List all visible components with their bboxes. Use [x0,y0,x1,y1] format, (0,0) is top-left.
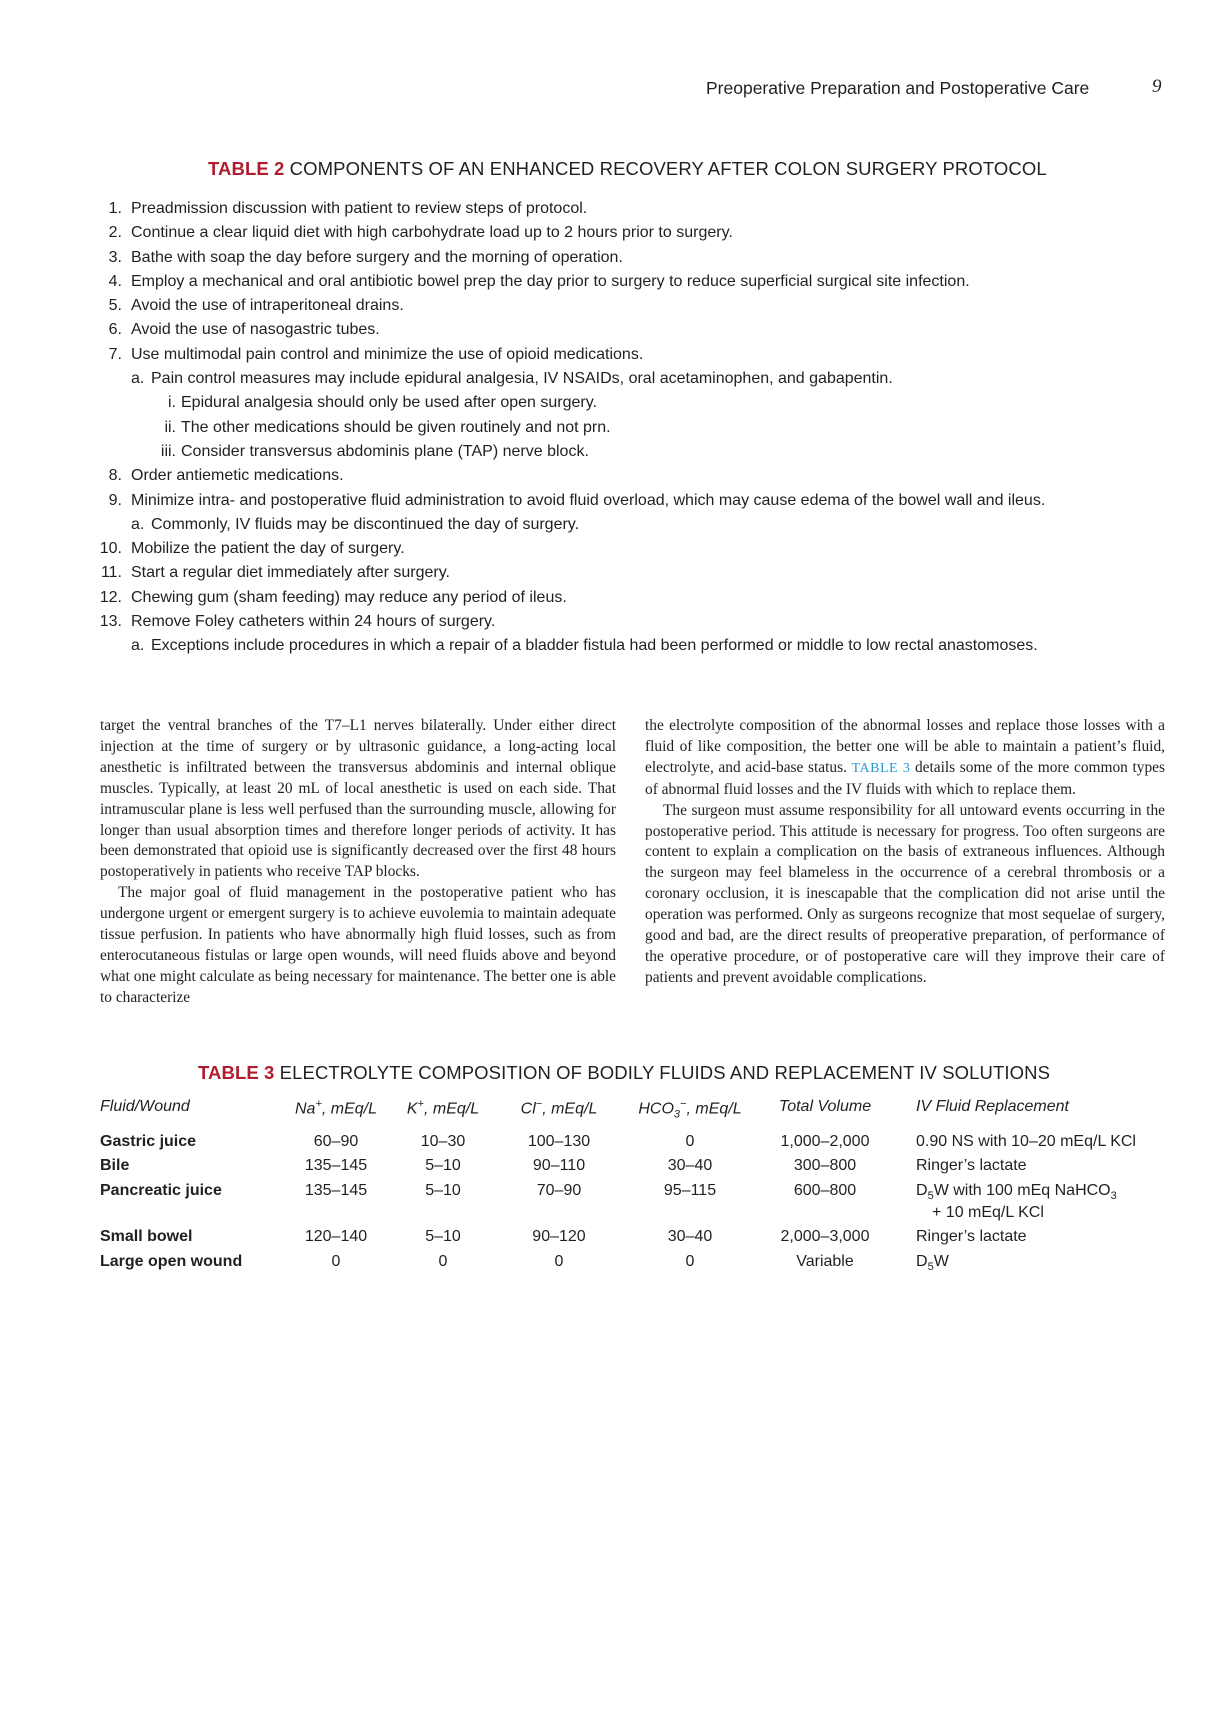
list-item: 11. Start a regular diet immediately after surgery. [100,564,450,582]
list-subsubitem: iii. Consider transversus abdominis plane (TAP) nerve block. [160,442,589,460]
list-item: 9. Minimize intra- and postoperative fluid administration to avoid fluid overload, which may cause edema of the bowel wall and ileus. [108,491,1046,509]
running-title: Preoperative Preparation and Postoperative Care [706,78,1090,98]
list-subitem: a. Commonly, IV fluids may be discontinued the day of surgery. [131,515,580,533]
paragraph: The surgeon must assume responsibility for all untoward events occurring in the postoperative period. This attitude is necessary for progress. Too often surgeons are content to explain a complication on the basis of extraneous influences. Although the surgeon may feel blameless in the occurrence of a cerebral thrombosis or a coronary occlusion, it is inescapable that the complication did not arise until the operation was performed. Only as surgeons recognize that most sequelae of surgery, good and bad, are the direct results of preoperative preparation, of performance of the operative procedure, or of postoperative care will they improve their care of patients and prevent avoidable complications. [645,801,1165,986]
list-item: 6. Avoid the use of nasogastric tubes. [108,321,380,339]
body-column-right [645,716,1165,989]
column-header-na: Na+, mEq/L [294,1098,378,1118]
page-number: 9 [1152,76,1162,97]
table-2-title [208,158,1047,180]
table-3-link[interactable]: TABLE 3 [851,760,911,776]
list-item: 1. Preadmission discussion with patient to review steps of protocol. [108,200,588,217]
table-3-heading: ELECTROLYTE COMPOSITION OF BODILY FLUIDS AND REPLACEMENT IV SOLUTIONS [279,1062,1051,1083]
column-header-fluid: Fluid/Wound [100,1098,190,1115]
paragraph: the electrolyte composition of the abnormal losses and replace those losses with a fluid of like composition, the better one will be able to maintain a patient’s fluid, electrolyte, and acid-base status. TABLE 3 details some of the more common types of abnormal fluid losses and the IV fluids with which to replace them. [645,717,1165,798]
list-item: 8. Order antiemetic medications. [108,467,344,485]
list-item: 3. Bathe with soap the day before surgery and the morning of operation. [108,248,623,266]
list-item: 10. Mobilize the patient the day of surgery. [99,540,405,558]
list-item: 13. Remove Foley catheters within 24 hours of surgery. [99,613,496,631]
list-item: 4. Employ a mechanical and oral antibiotic bowel prep the day prior to surgery to reduce superficial surgical site infection. [108,272,970,290]
column-header-volume: Total Volume [778,1098,872,1115]
list-subitem: a. Exceptions include procedures in which a repair of a bladder fistula had been performed or middle to low rectal anastomoses. [131,637,1038,655]
column-header-iv-replacement: IV Fluid Replacement [916,1098,1069,1115]
table-2-heading: COMPONENTS OF AN ENHANCED RECOVERY AFTER COLON SURGERY PROTOCOL [289,158,1047,179]
column-header-hco3: $HCO_3^-$, mEq/L [638,1098,742,1121]
list-item: 12. Chewing gum (sham feeding) may reduce any period of ileus. [99,588,567,606]
list-subsubitem: ii. The other medications should be given routinely and not prn. [164,418,611,436]
paragraph: The major goal of fluid management in the postoperative patient who has undergone urgent or emergent surgery is to achieve euvolemia to maintain adequate tissue perfusion. In patients who have abnormally high fluid losses, such as from enterocutaneous fistulas or large open wounds, will need fluids above and beyond what one might calculate as being necessary for maintenance. The better one is able to characterize [100,884,616,1006]
list-item: 2. Continue a clear liquid diet with high carbohydrate load up to 2 hours prior to surgery. [108,224,733,242]
table-3-title [198,1062,1050,1084]
list-item: 5. Avoid the use of intraperitoneal drains. [108,297,404,315]
table-2-list [92,197,1172,659]
paragraph: target the ventral branches of the T7–L1 nerves bilaterally. Under either direct injection at the time of surgery or by ultrasonic guidance, a long-acting local anesthetic is infiltrated between the transversus abdominis and internal oblique muscles. Typically, at least 20 mL of local anesthetic is used on each side. That intramuscular plane is less well perfused than the surrounding muscle, allowing for longer than usual absorption times and therefore longer periods of activity. It has been demonstrated that opioid use is significantly decreased over the first 48 hours postoperatively in patients who receive TAP blocks. [100,717,616,881]
body-column-left [100,716,616,1009]
list-subsubitem: i. Epidural analgesia should only be used after open surgery. [168,394,597,412]
column-header-cl: Cl−, mEq/L [520,1098,598,1118]
table-2-label: TABLE 2 [208,158,285,179]
table-3-label: TABLE 3 [198,1062,275,1083]
list-subitem: a. Pain control measures may include epidural analgesia, IV NSAIDs, oral acetaminophen, and gabapentin. [131,370,893,388]
list-item: 7. Use multimodal pain control and minimize the use of opioid medications. [108,345,644,363]
column-header-k: K+, mEq/L [406,1098,480,1118]
